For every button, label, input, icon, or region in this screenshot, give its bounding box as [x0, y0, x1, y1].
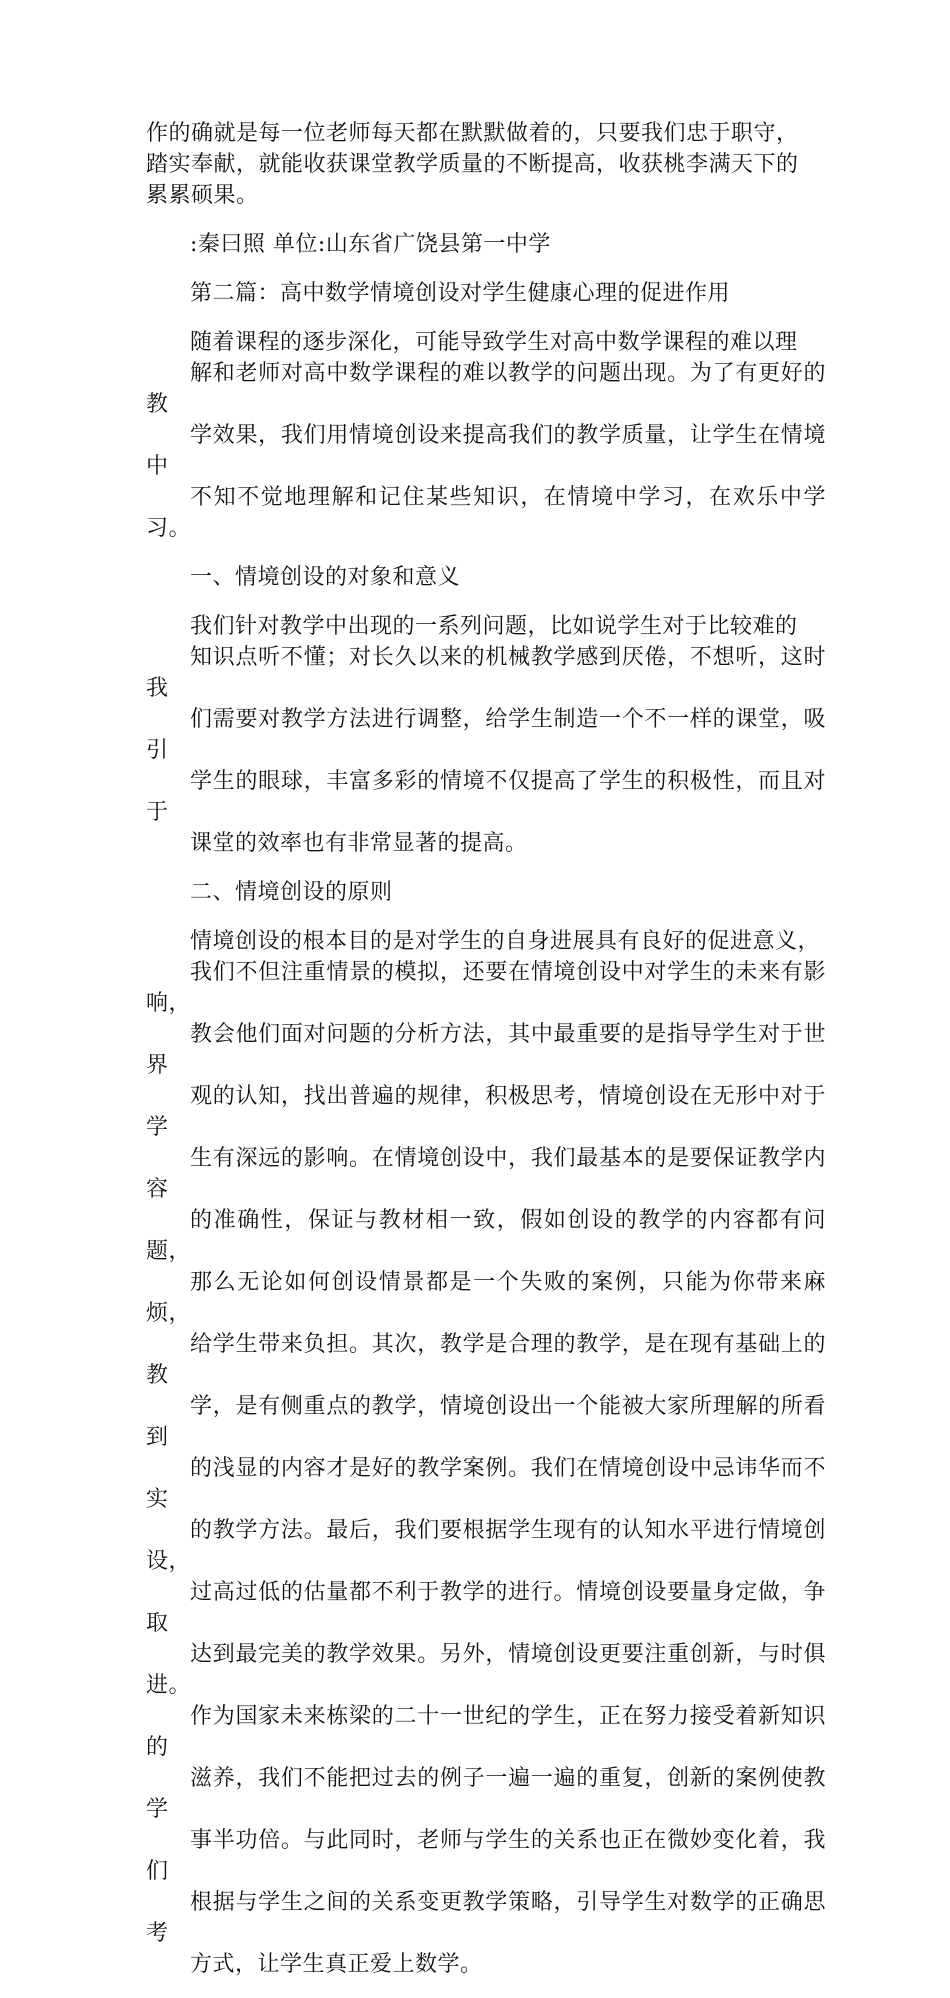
- text-line: 过高过低的估量都不利于教学的进行。情境创设要量身定做，争取: [146, 1580, 826, 1636]
- text-line: 我们针对教学中出现的一系列问题，比如说学生对于比较难的: [190, 614, 798, 639]
- paragraph: [146, 611, 826, 859]
- paragraph: [146, 327, 826, 544]
- text-line: 情境创设的根本目的是对学生的自身进展具有良好的促进意义，: [190, 929, 821, 954]
- paragraph: [146, 562, 826, 593]
- text-line: 根据与学生之间的关系变更教学策略，引导学生对数学的正确思考: [146, 1890, 826, 1946]
- text-line: 给学生带来负担。其次，教学是合理的教学，是在现有基础上的教: [146, 1332, 826, 1388]
- text-line: 第二篇：高中数学情境创设对学生健康心理的促进作用: [190, 281, 731, 306]
- paragraph: [146, 118, 826, 211]
- paragraph: [146, 877, 826, 908]
- text-line: :秦曰照 单位:山东省广饶县第一中学: [190, 232, 551, 257]
- text-line: 解和老师对高中数学课程的难以教学的问题出现。为了有更好的教: [146, 361, 826, 417]
- text-line: 的准确性，保证与教材相一致，假如创设的教学的内容都有问题，: [146, 1208, 826, 1264]
- text-line: 课堂的效率也有非常显著的提高。: [190, 831, 528, 856]
- paragraph: [146, 278, 826, 309]
- document-body: [146, 118, 826, 1998]
- text-line: 达到最完美的教学效果。另外，情境创设更要注重创新，与时俱进。: [146, 1642, 826, 1698]
- text-line: 知识点听不懂；对长久以来的机械教学感到厌倦，不想听，这时我: [146, 645, 826, 701]
- text-line: 累累硕果。: [146, 183, 259, 208]
- text-line: 生有深远的影响。在情境创设中，我们最基本的是要保证教学内容: [146, 1146, 826, 1202]
- text-line: 我们不但注重情景的模拟，还要在情境创设中对学生的未来有影响，: [146, 960, 826, 1016]
- text-line: 方式，让学生真正爱上数学。: [190, 1952, 483, 1977]
- text-line: 学生的眼球，丰富多彩的情境不仅提高了学生的积极性，而且对于: [146, 769, 826, 825]
- text-line: 的浅显的内容才是好的教学案例。我们在情境创设中忌讳华而不实: [146, 1456, 826, 1512]
- text-line: 滋养，我们不能把过去的例子一遍一遍的重复，创新的案例使教学: [146, 1766, 826, 1822]
- text-line: 一、情境创设的对象和意义: [190, 565, 461, 590]
- text-line: 踏实奉献，就能收获课堂教学质量的不断提高，收获桃李满天下的: [146, 152, 799, 177]
- text-line: 观的认知，找出普遍的规律，积极思考，情境创设在无形中对于学: [146, 1084, 826, 1140]
- text-line: 作的确就是每一位老师每天都在默默做着的，只要我们忠于职守，: [146, 121, 799, 146]
- text-line: 学效果，我们用情境创设来提高我们的教学质量，让学生在情境中: [146, 423, 826, 479]
- text-line: 二、情境创设的原则: [190, 880, 393, 905]
- text-line: 教会他们面对问题的分析方法，其中最重要的是指导学生对于世界: [146, 1022, 826, 1078]
- text-line: 作为国家未来栋梁的二十一世纪的学生，正在努力接受着新知识的: [146, 1704, 826, 1760]
- text-line: 事半功倍。与此同时，老师与学生的关系也正在微妙变化着，我们: [146, 1828, 826, 1884]
- text-line: 学，是有侧重点的教学，情境创设出一个能被大家所理解的所看到: [146, 1394, 826, 1450]
- text-line: 们需要对教学方法进行调整，给学生制造一个不一样的课堂，吸引: [146, 707, 826, 763]
- text-line: 的教学方法。最后，我们要根据学生现有的认知水平进行情境创设，: [146, 1518, 826, 1574]
- text-line: 随着课程的逐步深化，可能导致学生对高中数学课程的难以理: [190, 330, 798, 355]
- text-line: 不知不觉地理解和记住某些知识，在情境中学习，在欢乐中学习。: [146, 485, 826, 541]
- paragraph: [146, 926, 826, 1980]
- text-line: 那么无论如何创设情景都是一个失败的案例，只能为你带来麻烦，: [146, 1270, 826, 1326]
- paragraph: [146, 229, 826, 260]
